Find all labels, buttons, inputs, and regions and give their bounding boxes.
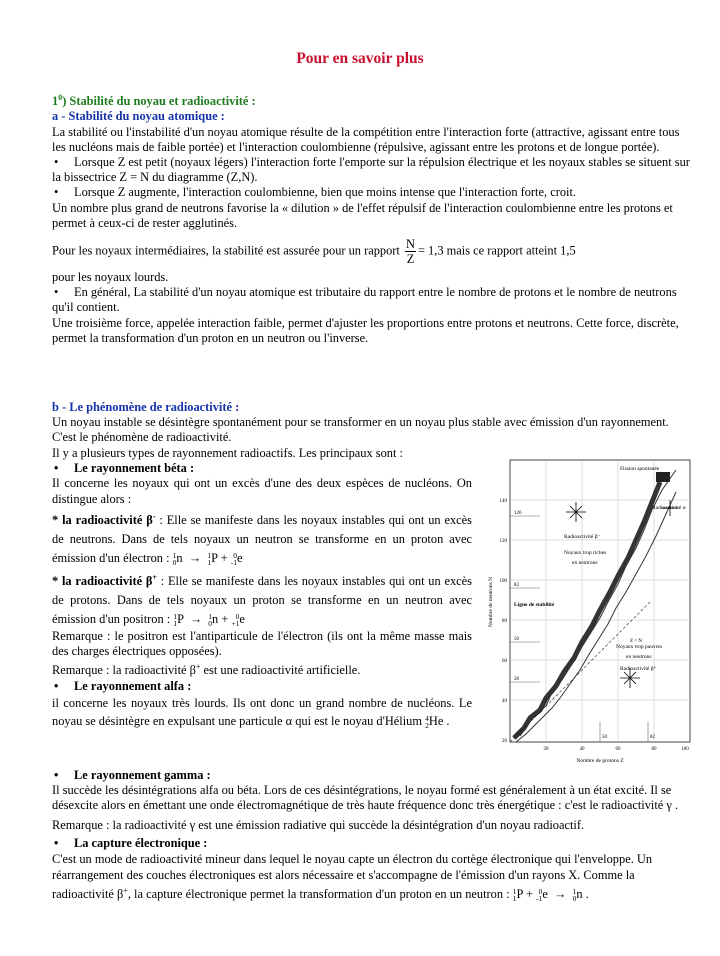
alpha-heading: • Le rayonnement alfa :	[52, 679, 472, 694]
label-diag: Z = N	[630, 639, 642, 644]
capture-paragraph: C'est un mode de radioactivité mineur dans lequel le noyau capte un électron du cortège électronique qui l'enveloppe. Un réarrangement des couches électroniques est alors nécessaire et s'accompagne de l'émission d'un rayons X. Comme la radioactivité β+, la capture électronique permet la transformation d'un proton en un neutron : 1 1P + 0 -1e → 1 0n .	[52, 852, 653, 904]
svg-text:20: 20	[543, 747, 549, 752]
y-tick-labels	[500, 499, 508, 744]
beta-plus-paragraph: * la radioactivité β+ : Elle se manifeste dans les noyaux instables qui ont un excès de protons. Dans de tels noyaux un proton se transforme en un neutron avec émission d'un positron : 1 1P → 1 0n + 0 +1e	[52, 572, 472, 629]
remark: Remarque : la radioactivité β+ est une radioactivité artificielle.	[52, 662, 361, 678]
subsection-b-heading: b - Le phénomène de radioactivité :	[52, 400, 240, 414]
svg-text:40: 40	[502, 699, 507, 704]
paragraph: Il concerne les noyaux qui ont un excès d'une des deux espèces de nucléons. On distingue alors :	[52, 476, 472, 506]
alpha-paragraph: il concerne les noyaux très lourds. Ils ont donc un grand nombre de nucléons. Le noyau se désintègre en expulsant une particule α qui est le noyau d'Hélium 4 2He .	[52, 696, 472, 731]
paragraph: pour les noyaux lourds.	[52, 269, 169, 284]
magic-z50: 50	[602, 735, 607, 740]
x-axis-label: Nombre de protons Z	[576, 758, 624, 764]
capture-equation: 1 1P + 0 -1e → 1 0n .	[512, 887, 589, 904]
label-fission: Fission spontanée	[620, 466, 660, 472]
section-1-heading: $1^0$) Stabilité du noyau et radioactivité :	[52, 93, 256, 109]
bullet-item: • En général, La stabilité d'un noyau atomique est tributaire du rapport entre le nombre de protons et le nombre de neutrons qu'il contient.	[52, 285, 692, 315]
beta-plus-equation: 1 1P → 1 0n + 0 +1e	[173, 612, 245, 629]
paragraph: Une troisième force, appelée interaction faible, permet d'ajuster les proportions entre protons et neutrons. Cette force, discrète, permet la transformation d'un proton en un neutron ou l'inverse.	[52, 315, 679, 345]
ratio-fraction: $\frac{N}{Z}$	[406, 236, 415, 266]
gamma-heading: • Le rayonnement gamma :	[52, 768, 692, 783]
section-b-intro	[52, 400, 692, 446]
section-b-left-column	[52, 446, 472, 730]
magic-50: 50	[514, 637, 519, 642]
svg-text:100: 100	[681, 747, 689, 752]
svg-text:20: 20	[502, 739, 507, 744]
page-title: Pour en savoir plus	[296, 50, 424, 67]
label-stability: Ligne de stabilité	[514, 602, 555, 608]
helium-symbol: 4 2He .	[425, 714, 450, 731]
paragraph: Un noyau instable se désintègre spontanément pour se transformer en un noyau plus stable avec émission d'un rayonnement. C'est le phénomène de radioactivité.	[52, 415, 669, 445]
svg-text:60: 60	[615, 747, 621, 752]
label-poor-1: Noyaux trop pauvres	[616, 644, 663, 650]
beta-minus-equation: 1 0n → 1 1P + 0 -1e	[172, 550, 243, 568]
remark: Remarque : la radioactivité γ est une émission radiative qui succède la désintégration d'un noyau radioactif.	[52, 817, 585, 832]
section-1	[52, 90, 692, 346]
svg-text:60: 60	[502, 659, 507, 664]
capture-heading: • La capture électronique :	[52, 836, 692, 851]
diagram-frame	[510, 460, 690, 742]
section-b-bottom	[52, 768, 692, 902]
fission-region	[656, 472, 670, 482]
ratio-paragraph: Pour les noyaux intermédiaires, la stabilité est assurée pour un rapport $\frac{N}{Z}$ = 1,3 mais ce rapport atteint 1,5	[52, 236, 576, 266]
paragraph: Un nombre plus grand de neutrons favorise la « dilution » de l'effet répulsif de l'interaction coulombienne entre les protons et permet à ceux-ci de rester agglutinés.	[52, 200, 673, 230]
svg-text:40: 40	[579, 747, 585, 752]
label-beta-plus: Radioactivité β⁺	[620, 666, 657, 672]
paragraph: Il succède les désintégrations alfa ou béta. Lors de ces désintégrations, le noyau formé est généralement à un état excité. Il se désexcite alors en émettant une onde électromagnétique de très haute fréquence donc très énergétique : c'est le radioactivité γ .	[52, 783, 679, 813]
stability-diagram	[480, 452, 696, 770]
magic-82: 82	[514, 583, 519, 588]
svg-text:120: 120	[499, 539, 507, 544]
beta-minus-paragraph: * la radioactivité β- : Elle se manifeste dans les noyaux instables qui ont un excès de neutrons. Dans de tels noyaux un neutron se transforme en un proton avec émission d'un électron : 1 0n → 1 1P + 0 -1e	[52, 511, 472, 568]
bullet-item: • Lorsque Z augmente, l'interaction coulombienne, bien que moins intense que l'interaction forte, croit.	[52, 185, 692, 200]
svg-text:140: 140	[499, 499, 507, 504]
paragraph: La stabilité ou l'instabilité d'un noyau atomique résulte de la compétition entre l'interaction forte (attractive, agissant entre tous les nucléons mais de faible portée) et l'interaction coulombienne (répulsive, agissant entre les protons et de longue portée).	[52, 124, 680, 154]
subsection-a-heading: a - Stabilité du noyau atomique :	[52, 109, 225, 124]
label-rich-2: en neutrons	[572, 560, 598, 566]
label-poor-2: en neutrons	[626, 654, 652, 660]
x-tick-labels	[544, 747, 690, 752]
svg-text:100: 100	[499, 579, 507, 584]
magic-126: 126	[514, 511, 522, 516]
paragraph: Il y a plusieurs types de rayonnement radioactifs. Les principaux sont :	[52, 446, 403, 460]
label-beta-minus: Radioactivité β⁻	[564, 534, 601, 540]
magic-z82: 82	[650, 735, 655, 740]
svg-text:80: 80	[502, 619, 507, 624]
magic-28: 28	[514, 677, 519, 682]
label-rich-1: Noyaux trop riches	[564, 550, 607, 556]
svg-text:80: 80	[651, 747, 657, 752]
y-axis-label: Nombre de neutrons N	[488, 576, 494, 628]
beta-heading: • Le rayonnement béta :	[52, 461, 472, 476]
label-alpha: Radioactivité α	[652, 505, 686, 511]
remark: Remarque : le positron est l'antiparticule de l'électron (ils ont la même masse mais des charges électriques opposées).	[52, 629, 472, 659]
bullet-item: • Lorsque Z est petit (noyaux légers) l'interaction forte l'emporte sur la répulsion électrique et les noyaux stables se situent sur la bissectrice Z = N du diagramme (Z,N).	[52, 155, 692, 185]
